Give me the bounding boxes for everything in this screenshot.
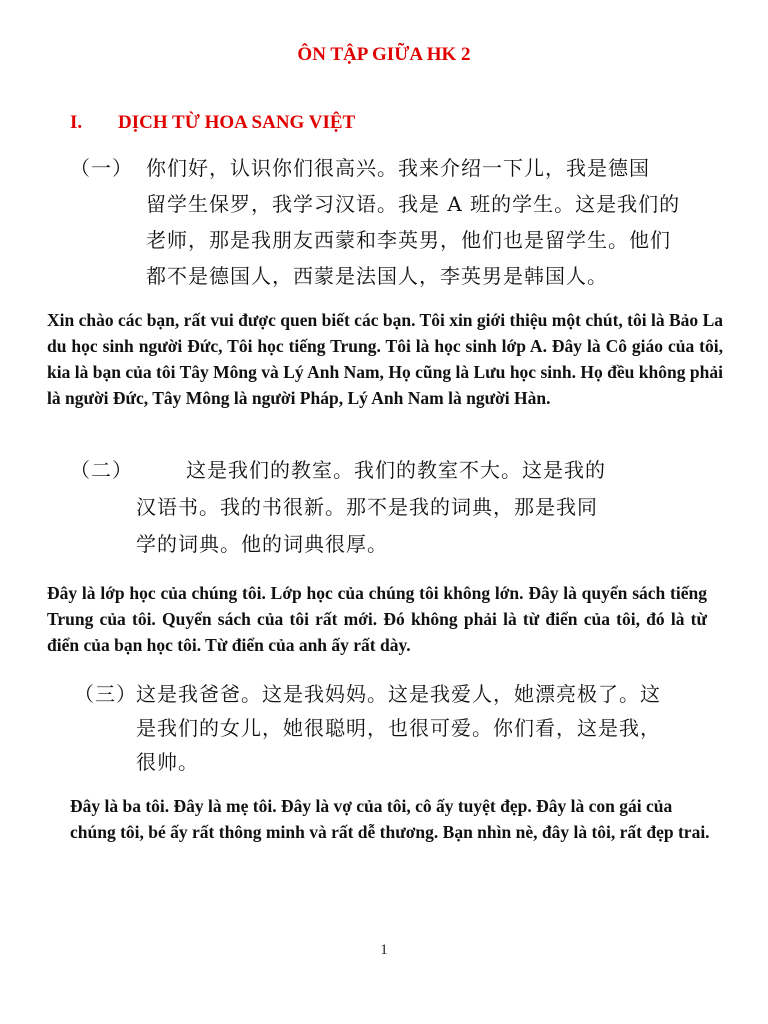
chinese-line: 留学生保罗，我学习汉语。我是 A 班的学生。这是我们的 bbox=[146, 192, 681, 216]
passage-2-chinese bbox=[70, 454, 740, 564]
passage-2-vietnamese: Đây là lớp học của chúng tôi. Lớp học của chúng tôi không lớn. Đây là quyển sách tiếng Trung của tôi. Quyển sách của tôi rất mới. Đó không phải là từ điển của tôi, đó là từ điển của bạn học tôi. Từ điển của anh ấy rất dày. bbox=[47, 583, 707, 655]
page-number: 1 bbox=[380, 942, 388, 958]
passage-1-chinese bbox=[70, 152, 740, 292]
chinese-line: 这是我们的教室。我们的教室不大。这是我的 bbox=[186, 458, 606, 482]
passage-3-chinese bbox=[74, 678, 744, 778]
passage-2-tag: （二） bbox=[70, 458, 133, 482]
chinese-line: 老师，那是我朋友西蒙和李英男，他们也是留学生。他们 bbox=[146, 228, 671, 252]
section-heading bbox=[70, 112, 355, 134]
passage-3-tag: （三） bbox=[74, 682, 137, 706]
chinese-line: 汉语书。我的书很新。那不是我的词典，那是我同 bbox=[136, 495, 598, 519]
chinese-line: 都不是德国人，西蒙是法国人，李英男是韩国人。 bbox=[146, 264, 608, 288]
passage-1-vietnamese: Xin chào các bạn, rất vui được quen biết các bạn. Tôi xin giới thiệu một chút, tôi là Bảo La du học sinh người Đức, Tôi học tiếng Trung. Tôi là học sinh lớp A. Đây là Cô giáo của tôi, kia là bạn của tôi Tây Mông và Lý Anh Nam, Họ cũng là Lưu học sinh. Họ đều không phải là người Đức, Tây Mông là người Pháp, Lý Anh Nam là người Hàn. bbox=[47, 310, 723, 408]
chinese-line: 是我们的女儿，她很聪明，也很可爱。你们看，这是我， bbox=[136, 716, 661, 740]
passage-3-vietnamese: Đây là ba tôi. Đây là mẹ tôi. Đây là vợ của tôi, cô ấy tuyệt đẹp. Đây là con gái của chúng tôi, bé ấy rất thông minh và rất dễ thương. Bạn nhìn nè, đây là tôi, rất đẹp trai. bbox=[70, 796, 710, 842]
section-title: DỊCH TỪ HOA SANG VIỆT bbox=[118, 112, 356, 133]
chinese-line: 学的词典。他的词典很厚。 bbox=[136, 532, 388, 556]
chinese-line: 很帅。 bbox=[136, 750, 199, 774]
document-title: ÔN TẬP GIỮA HK 2 bbox=[297, 44, 471, 65]
section-number: I. bbox=[70, 112, 83, 133]
chinese-line: 你们好，认识你们很高兴。我来介绍一下儿，我是德国 bbox=[146, 156, 650, 180]
chinese-line: 这是我爸爸。这是我妈妈。这是我爱人，她漂亮极了。这 bbox=[136, 682, 661, 706]
passage-1-tag: （一） bbox=[70, 156, 133, 180]
